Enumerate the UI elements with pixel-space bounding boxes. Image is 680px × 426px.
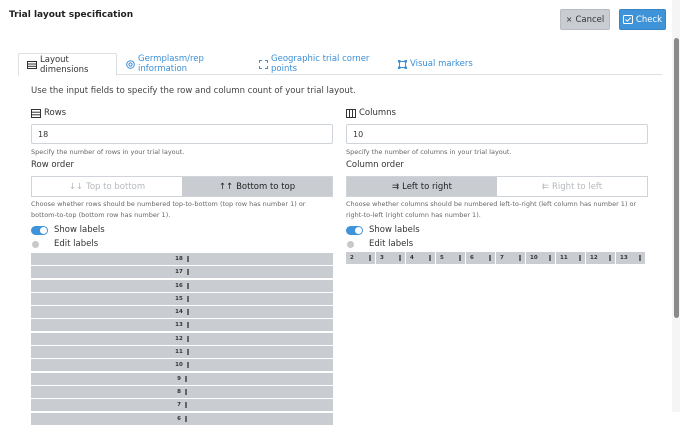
- row-label[interactable]: 18: [31, 253, 333, 265]
- rows-edit-labels-toggle[interactable]: [31, 240, 48, 249]
- row-label[interactable]: 10: [31, 359, 333, 371]
- column-label[interactable]: 3: [376, 252, 405, 264]
- drag-handle-icon[interactable]: [187, 349, 189, 355]
- cancel-button[interactable]: × Cancel: [560, 9, 610, 30]
- rows-show-labels-toggle[interactable]: [31, 226, 48, 235]
- target-icon: [126, 60, 135, 69]
- column-label-grid: [346, 252, 645, 264]
- row-label[interactable]: 8: [31, 386, 333, 398]
- drag-handle-icon[interactable]: [429, 255, 431, 261]
- drag-handle-icon[interactable]: [187, 309, 189, 315]
- rows-label: Rows: [31, 108, 66, 118]
- sort-down-icon: ↓↓: [68, 181, 84, 192]
- row-label[interactable]: 11: [31, 346, 333, 358]
- drag-handle-icon[interactable]: [519, 255, 521, 261]
- columns-icon: [346, 109, 356, 118]
- rows-hint: Specify the number of rows in your trial layout.: [31, 148, 185, 156]
- row-label[interactable]: 15: [31, 293, 333, 305]
- column-label[interactable]: 4: [406, 252, 435, 264]
- drag-handle-icon[interactable]: [399, 255, 401, 261]
- row-order-top-to-bottom[interactable]: ↓↓ Top to bottom: [32, 177, 182, 196]
- drag-handle-icon[interactable]: [187, 269, 189, 275]
- drag-handle-icon[interactable]: [609, 255, 611, 261]
- columns-show-labels-toggle[interactable]: [346, 226, 363, 235]
- drag-handle-icon[interactable]: [459, 255, 461, 261]
- columns-input[interactable]: 10: [346, 124, 648, 144]
- drag-handle-icon[interactable]: [187, 322, 189, 328]
- column-order-hint: Choose whether columns should be numbered left-to-right (left column has number 1) or right-to-left (right column has number 1).: [346, 200, 637, 219]
- column-label[interactable]: 5: [436, 252, 465, 264]
- row-order-selector: [31, 176, 333, 197]
- column-label[interactable]: 12: [586, 252, 615, 264]
- columns-show-labels-label: Show labels: [369, 225, 420, 235]
- drag-handle-icon[interactable]: [185, 416, 187, 422]
- row-order-label: Row order: [31, 160, 75, 170]
- columns-edit-labels-toggle[interactable]: [346, 240, 363, 249]
- row-label[interactable]: 9: [31, 373, 333, 385]
- drag-handle-icon[interactable]: [579, 255, 581, 261]
- drag-handle-icon[interactable]: [187, 362, 189, 368]
- sort-right-icon: ⇉: [391, 181, 400, 192]
- header-bar: [0, 0, 680, 45]
- vector-square-icon: [398, 60, 407, 69]
- row-order-hint: Choose whether rows should be numbered top-to-bottom (top row has number 1) or bottom-to-top (bottom row has number 1).: [31, 200, 306, 219]
- check-button[interactable]: Check: [619, 9, 666, 30]
- drag-handle-icon[interactable]: [185, 389, 187, 395]
- drag-handle-icon[interactable]: [185, 376, 187, 382]
- drag-handle-icon[interactable]: [549, 255, 551, 261]
- drag-handle-icon[interactable]: [187, 336, 189, 342]
- row-label[interactable]: 14: [31, 306, 333, 318]
- rows-icon: [31, 109, 41, 118]
- drag-handle-icon[interactable]: [187, 296, 189, 302]
- row-label[interactable]: 6: [31, 413, 333, 425]
- tab-germplasm[interactable]: Germplasm/rep information: [126, 53, 254, 75]
- tab-corner-points[interactable]: Geographic trial corner points: [259, 53, 394, 75]
- columns-edit-labels-label: Edit labels: [369, 239, 414, 249]
- sort-left-icon: ⇇: [541, 181, 550, 192]
- rows-edit-labels-label: Edit labels: [54, 239, 99, 249]
- tab-layout-dimensions[interactable]: Layout dimensions: [18, 53, 117, 76]
- tab-bar: [18, 53, 662, 75]
- column-order-right-to-left[interactable]: ⇇ Right to left: [497, 177, 647, 196]
- drag-handle-icon[interactable]: [489, 255, 491, 261]
- rows-show-labels-label: Show labels: [54, 225, 105, 235]
- intro-text: Use the input fields to specify the row and column count of your trial layout.: [31, 86, 356, 96]
- column-label[interactable]: 6: [466, 252, 495, 264]
- columns-hint: Specify the number of columns in your trial layout.: [346, 148, 512, 156]
- tab-visual-markers[interactable]: Visual markers: [398, 53, 488, 75]
- column-order-label: Column order: [346, 160, 404, 170]
- column-label[interactable]: 7: [496, 252, 525, 264]
- row-label-grid: [31, 253, 333, 426]
- drag-handle-icon[interactable]: [369, 255, 371, 261]
- column-label[interactable]: 2: [346, 252, 375, 264]
- row-order-bottom-to-top[interactable]: ↑↑ Bottom to top: [182, 177, 332, 196]
- column-label[interactable]: 11: [556, 252, 585, 264]
- row-label[interactable]: 16: [31, 280, 333, 292]
- column-label[interactable]: 13: [616, 252, 645, 264]
- column-order-left-to-right[interactable]: ⇉ Left to right: [347, 177, 497, 196]
- sort-up-icon: ↑↑: [218, 181, 234, 192]
- row-label[interactable]: 12: [31, 333, 333, 345]
- drag-handle-icon[interactable]: [639, 255, 641, 261]
- row-label[interactable]: 17: [31, 266, 333, 278]
- drag-handle-icon[interactable]: [187, 256, 189, 262]
- table-icon: [27, 61, 37, 69]
- page-title: Trial layout specification: [9, 10, 134, 20]
- column-label[interactable]: 10: [526, 252, 555, 264]
- corners-icon: [259, 60, 268, 69]
- close-icon: ×: [565, 15, 573, 24]
- row-label[interactable]: 7: [31, 399, 333, 411]
- rows-input[interactable]: 18: [31, 124, 333, 144]
- scrollbar-thumb[interactable]: [674, 38, 679, 318]
- row-label[interactable]: 13: [31, 319, 333, 331]
- drag-handle-icon[interactable]: [187, 283, 189, 289]
- column-order-selector: [346, 176, 648, 197]
- drag-handle-icon[interactable]: [185, 402, 187, 408]
- columns-label: Columns: [346, 108, 396, 118]
- check-square-icon: [623, 15, 633, 24]
